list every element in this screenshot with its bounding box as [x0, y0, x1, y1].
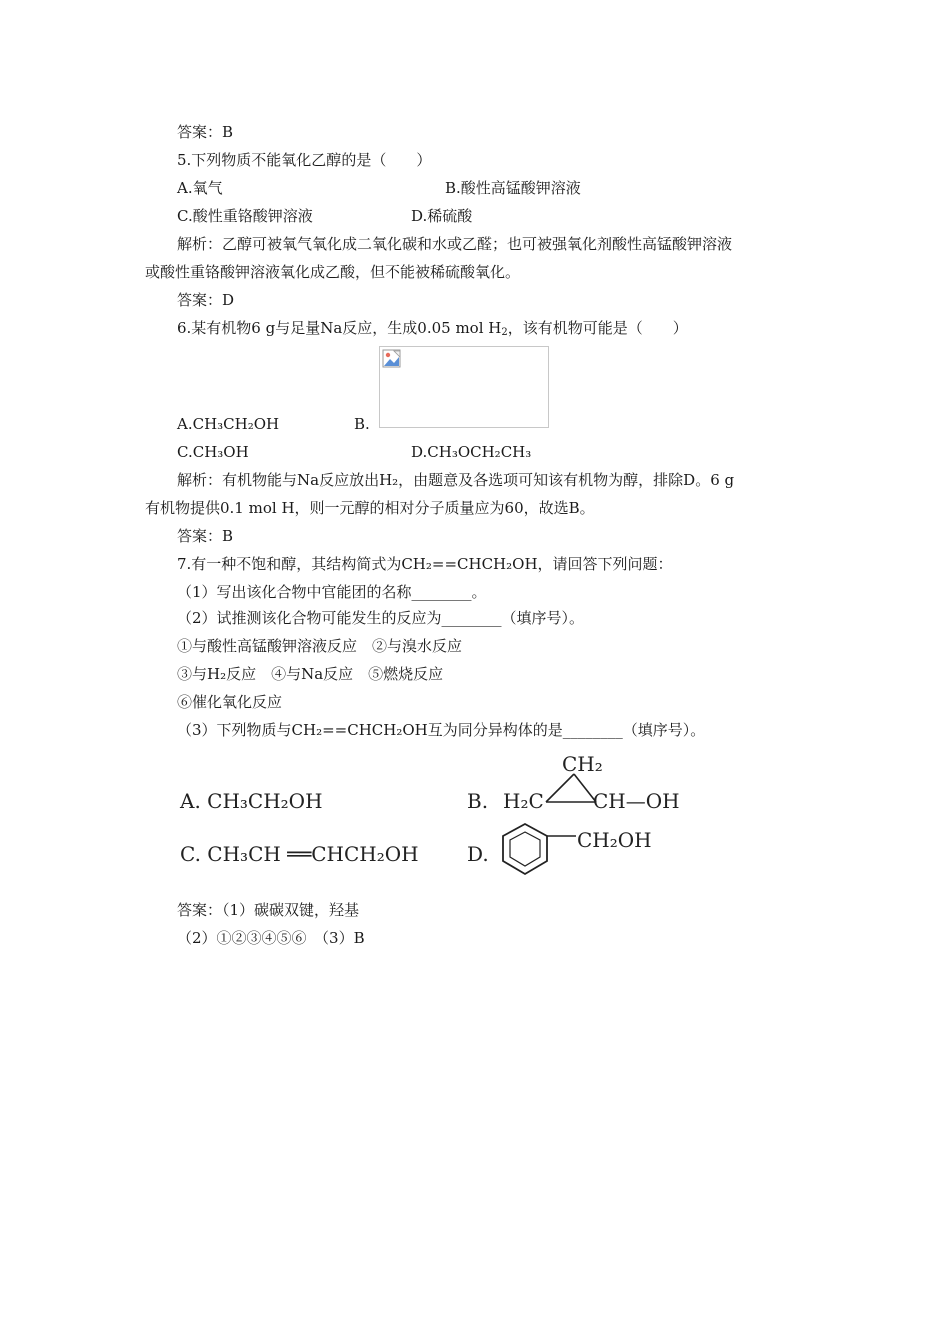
q5-option-d: D.稀硫酸 [411, 207, 473, 225]
q7-part2: （2）试推测该化合物可能发生的反应为________（填序号）。 [177, 609, 585, 627]
q6-answer: 答案：B [177, 527, 234, 545]
q7-option-d-ch2oh: CH₂OH [577, 828, 652, 852]
q5-analysis-line1: 解析：乙醇可被氧气氧化成二氧化碳和水或乙醛；也可被强氧化剂酸性高锰酸钾溶液 [177, 235, 733, 253]
q6-analysis-line2: 有机物提供0.1 mol H，则一元醇的相对分子质量应为60，故选B。 [145, 499, 595, 517]
q7-option-c-formula: C. CH₃CH ══CHCH₂OH [180, 842, 419, 866]
q4-answer: 答案：B [177, 123, 234, 141]
q6-stem-sub: 2 [501, 327, 508, 338]
q7-part1: （1）写出该化合物中官能团的名称________。 [177, 583, 487, 601]
broken-image-placeholder [379, 346, 549, 428]
q7-option-b-ch-oh: CH—OH [593, 789, 680, 813]
q7-answer-line1: 答案：（1）碳碳双键，羟基 [177, 901, 360, 919]
broken-image-icon [382, 349, 402, 369]
q5-option-b: B.酸性高锰酸钾溶液 [445, 179, 581, 197]
q7-reactions-3-5: ③与H₂反应 ④与Na反应 ⑤燃烧反应 [177, 665, 444, 683]
benzene-ring-icon [496, 818, 578, 886]
q7-part3: （3）下列物质与CH₂==CHCH₂OH互为同分异构体的是________（填序号）。 [177, 721, 706, 739]
q6-stem-pre: 6.某有机物6 g与足量Na反应，生成0.05 mol H [177, 319, 502, 337]
q7-option-b-top-ch2: CH₂ [562, 752, 603, 776]
q6-option-c: C.CH₃OH [177, 443, 249, 461]
q6-option-d: D.CH₃OCH₂CH₃ [411, 443, 532, 461]
q5-option-c: C.酸性重铬酸钾溶液 [177, 207, 313, 225]
q6-stem [177, 318, 688, 338]
q7-option-a-formula: A. CH₃CH₂OH [180, 789, 323, 813]
q5-stem: 5.下列物质不能氧化乙醇的是（ ） [177, 151, 432, 169]
q6-analysis-line1: 解析：有机物能与Na反应放出H₂，由题意及各选项可知该有机物为醇，排除D。6 g [177, 471, 735, 489]
q6-option-b: B. [354, 415, 370, 433]
q5-analysis-line2: 或酸性重铬酸钾溶液氧化成乙酸，但不能被稀硫酸氧化。 [145, 263, 521, 281]
q6-stem-post: ，该有机物可能是（ ） [507, 319, 688, 337]
q7-answer-line2: （2）①②③④⑤⑥ （3）B [177, 929, 365, 947]
q7-stem: 7.有一种不饱和醇，其结构简式为CH₂==CHCH₂OH，请回答下列问题： [177, 555, 673, 573]
q7-option-d-label: D. [467, 842, 489, 866]
q5-option-a: A.氧气 [177, 179, 223, 197]
q6-option-a: A.CH₃CH₂OH [177, 415, 280, 433]
q7-option-b-h2c: H₂C [503, 789, 544, 813]
q7-option-b-ring-bonds [540, 772, 600, 806]
q7-reaction-6: ⑥催化氧化反应 [177, 693, 283, 711]
q7-reactions-1-2: ①与酸性高锰酸钾溶液反应 ②与溴水反应 [177, 637, 463, 655]
q5-answer: 答案：D [177, 291, 235, 309]
q7-option-b-label: B. [467, 789, 489, 813]
